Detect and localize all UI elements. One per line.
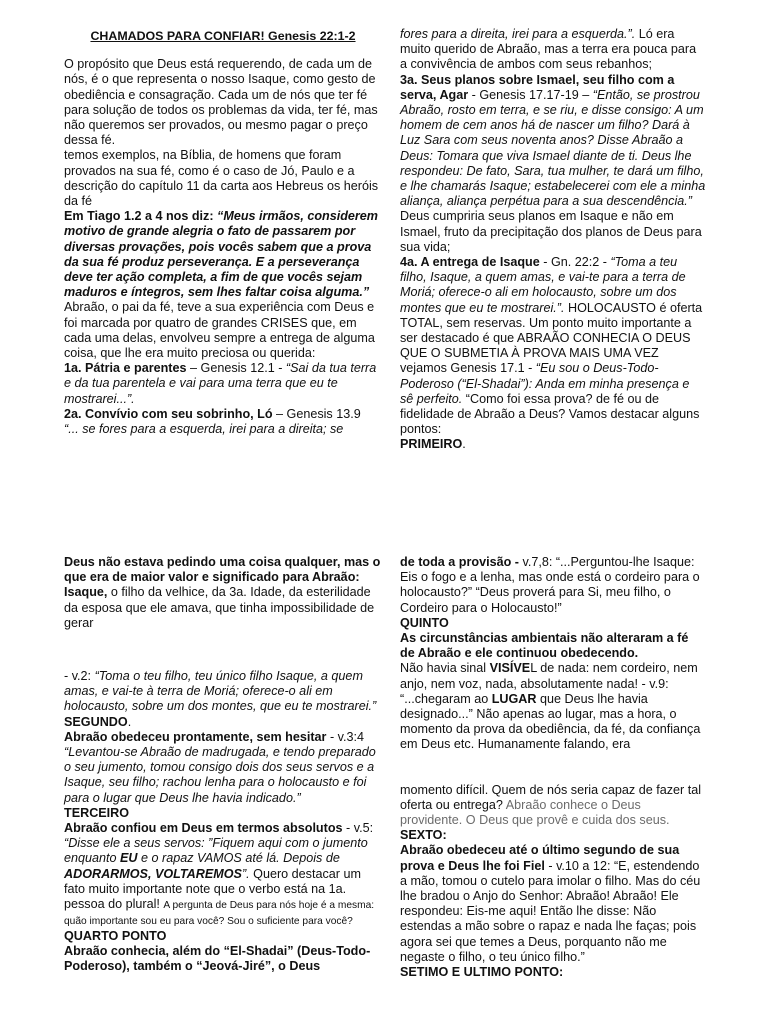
segundo-dot: .: [127, 714, 132, 729]
point-2-quote: “... se fores para a esquerda, irei para a direita; se: [64, 422, 344, 437]
quarto-paragraph: Abraão conhecia, além do “El-Shadai” (Deus-Todo-Poderoso), também o “Jeová-Jiré”, o Deus: [64, 944, 371, 974]
point-3-text: Deus cumpriria seus planos em Isaque e não em Ismael, fruto da precipitação dos planos de Deus para sua vida;: [400, 209, 702, 254]
terceiro-quote-2: e o rapaz VAMOS até lá. Depois de: [137, 851, 340, 866]
point-1-ref: – Genesis 12.1 -: [186, 361, 286, 376]
primeiro-heading: [400, 437, 706, 452]
momento-gray-text: Abraão conhece o Deus providente. O Deus que provê e cuida dos seus.: [400, 797, 670, 828]
point-2-ref: – Genesis 13.9: [272, 406, 361, 421]
point-4-quote-2: “Eu sou o Deus-Todo-Poderoso (“El-Shadai”): Anda em minha presença e sê perfeito.: [400, 361, 690, 406]
quinto-visivel: VISÍVE: [489, 661, 531, 676]
tiago-label: Em Tiago 1.2 a 4 nos diz:: [64, 209, 218, 224]
point-4-ref: - Gn. 22:2 -: [539, 255, 611, 270]
primeiro-label: PRIMEIRO: [400, 437, 463, 452]
primeiro-dot: .: [462, 437, 466, 452]
page1-right-column: [400, 27, 706, 453]
examples-paragraph: temos exemplos, na Bíblia, de homens que foram provados na sua fé, como é o caso de Jó, Paulo e a descrição do capítulo 11 da carta aos Hebreus os heróis da fé: [64, 148, 379, 209]
quinto-lugar: LUGAR: [491, 691, 537, 706]
quinto-text-2: L de nada: nem cordeiro, nem anjo, nem voz, nada, absolutamente nada! - v.9: “...chegaram ao: [400, 661, 698, 706]
terceiro-small-text: A pergunta de Deus para nós hoje é a mesma: quão importante sou eu para você? Sou o suficiente para você?: [64, 900, 375, 928]
spacer: [400, 753, 706, 783]
point-2-quote-cont: fores para a direita, irei para a esquerda.”.: [400, 27, 636, 41]
terceiro-text: Quero destacar um fato muito importante note que o verbo está na 1a. pessoa do plural!: [64, 866, 361, 912]
point-2-heading: 2a. Convívio com seu sobrinho, Ló: [64, 406, 273, 421]
point-4-heading: 4a. A entrega de Isaque: [400, 255, 540, 270]
quarto-cont-text: v.7,8: “...Perguntou-lhe Isaque: Eis o fogo e a lenha, mas onde está o cordeiro para o holocausto?” “Deus proverá para Si, meu filho, o Cordeiro para o Holocausto!”: [400, 555, 700, 615]
quinto-head: As circunstâncias ambientais não alteraram a fé de Abraão e ele continuou obedecendo.: [400, 631, 689, 661]
terceiro-quote-1: “Disse ele a seus servos: ”Fiquem aqui com o jumento enquanto: [64, 836, 368, 866]
point-3-quote: “Então, se prostrou Abraão, rosto em terra, e se riu, e disse consigo: A um homem de cem anos há de nascer um filho? Dará à Luz Sara com seus noventa anos? Disse Abraão a Deus: Tomara que viva Ismael diante de ti. Deus lhe respondeu: De fato, Sara, tua mulher, te dará um filho, e lhe chamarás Isaque; estabelecerei com ele a minha aliança, aliança perpétua para a sua descendência.”: [400, 87, 706, 209]
point-1-heading: 1a. Pátria e parentes: [64, 361, 187, 376]
point-3: [400, 73, 706, 255]
quinto-heading: QUINTO: [400, 615, 449, 630]
terceiro-paragraph: [64, 821, 382, 929]
sexto-paragraph: [400, 843, 706, 965]
terceiro-heading: TERCEIRO: [64, 805, 130, 820]
segundo-heading: [64, 715, 382, 730]
terceiro-head: Abraão confiou em Deus em termos absolutos: [64, 821, 343, 836]
v2-paragraph: [64, 669, 382, 715]
quinto-text-3: que Deus lhe havia designado...” Não apenas ao lugar, mas a hora, o momento da prova da obediência, da fé, da confiança em Deus etc. Humanamente falando, era: [400, 691, 701, 752]
point-4: [400, 255, 706, 437]
point-4-quote: “Toma a teu filho, Isaque, a quem amas, e vai-te para a terra de Moriá; oferece-o ali em holocausto, sobre um dos montes que eu te mostrarei.”.: [400, 255, 686, 315]
setimo-heading: SETIMO E ULTIMO PONTO:: [400, 965, 564, 980]
v2-quote: “Toma o teu filho, teu único filho Isaque, a quem amas, e vai-te à terra de Moriá; oferece-o ali em holocausto, sobre um dos montes, que eu te mostrarei.”: [64, 669, 377, 714]
intro-paragraph: O propósito que Deus está requerendo, de cada um de nós, é o que representa o nosso Isaque, como gesto de obediência e consagração. Cada um de nós que ter fé para solução de todos os problemas da vida, ter fé, mas não queremos ser provados, ou mesmo pagar o preço dessa fé.: [64, 57, 378, 148]
deus-paragraph: [64, 555, 382, 631]
segundo-quote: “Levantou-se Abraão de madrugada, e tendo preparado o seu jumento, tomou consigo dois dos seus servos e a Isaque, seu filho; rachou lenha para o holocausto e foi para o lugar que Deus lhe havia indicado.”: [64, 745, 376, 805]
quinto-text-1: Não havia sinal: [400, 661, 490, 676]
tiago-quote: “Meus irmãos, considerem motivo de grande alegria o fato de passarem por diversas provações, pois vocês sabem que a prova da sua fé produz perseverança. E a perseverança deve ter ação completa, a fim de que vocês sejam maduros e íntegros, sem lhes faltar coisa alguma.”: [64, 209, 379, 300]
sexto-heading: SEXTO:: [400, 828, 447, 843]
spacer: [64, 631, 382, 669]
point-3-heading: 3a. Seus planos sobre Ismael, seu filho com a serva, Agar: [400, 72, 675, 102]
terceiro-ref: - v.5:: [342, 821, 374, 836]
segundo-label: SEGUNDO: [64, 714, 128, 729]
deus-text: o filho da velhice, da 3a. Idade, da esterilidade da esposa que ele amava, que tinha impossibilidade de gerar: [64, 585, 375, 630]
segundo-head: Abraão obedeceu prontamente, sem hesitar: [64, 729, 327, 744]
point-1-quote: “Sai da tua terra e da tua parentela e vai para uma terra que eu te mostrarei...”.: [64, 361, 377, 406]
point-2: [64, 407, 382, 437]
point-3-ref: - Genesis 17.17-19 –: [468, 87, 593, 102]
quarto-heading: QUARTO PONTO: [64, 929, 167, 944]
point-4-text: HOLOCAUSTO é oferta TOTAL, sem reservas. Um ponto muito importante a ser destacado é que ABRAÃO CONHECIA O DEUS QUE O SUBMETIA À PROVA MAIS UMA VEZ vejamos Genesis 17.1 -: [400, 300, 703, 376]
terceiro-quote-3: ”.: [241, 866, 250, 881]
point-1: [64, 361, 382, 407]
terceiro-eu: EU: [120, 851, 138, 866]
point-2-continuation: [400, 27, 706, 73]
sexto-head: Abraão obedeceu até o último segundo de sua prova e Deus lhe foi Fiel: [400, 843, 680, 873]
segundo-ref: - v.3:4: [326, 729, 365, 744]
point-4-text-2: “Como foi essa prova? de fé ou de fidelidade de Abraão a Deus? Vamos destacar alguns pontos:: [400, 391, 700, 437]
quarto-continuation: [400, 555, 706, 616]
v2-ref: - v.2:: [64, 669, 95, 684]
terceiro-adoraremos: ADORARMOS, VOLTAREMOS: [64, 866, 242, 881]
deus-bold: Deus não estava pedindo uma coisa qualquer, mas o que era de maior valor e significado para Abraão: Isaque,: [64, 555, 381, 600]
page2-left-column: [64, 555, 382, 975]
quarto-cont-bold: de toda a provisão -: [400, 555, 519, 569]
momento-paragraph: [400, 783, 706, 829]
segundo-paragraph: [64, 730, 382, 806]
page1-left-column: [64, 29, 382, 437]
point-2-text: Ló era muito querido de Abraão, mas a terra era pouca para a convivência de ambos com seus rebanhos;: [400, 27, 697, 72]
tiago-paragraph: [64, 209, 382, 300]
momento-text: momento difícil. Quem de nós seria capaz de fazer tal oferta ou entrega?: [400, 782, 701, 812]
quinto-paragraph: [400, 661, 706, 752]
page2-right-column: [400, 555, 706, 980]
spacer: [64, 44, 382, 57]
sexto-text: - v.10 a 12: “E, estendendo a mão, tomou o cutelo para imolar o filho. Mas do céu lhe bradou o Anjo do Senhor: Abraão! Abraão! Ele respondeu: Eis-me aqui! Então lhe disse: Não estendas a mão sobre o rapaz e nada lhe faças; pois agora sei que temes a Deus, porquanto não me negaste o filho, o teu único filho.”: [400, 858, 701, 964]
abraao-paragraph: Abraão, o pai da fé, teve a sua experiência com Deus e foi marcada por quatro de grandes CRISES que, em cada uma delas, envolveu sempre a entrega de alguma coisa, que lhe era muito preciosa ou querida:: [64, 300, 375, 361]
document-title: CHAMADOS PARA CONFIAR! Genesis 22:1-2: [90, 29, 356, 43]
